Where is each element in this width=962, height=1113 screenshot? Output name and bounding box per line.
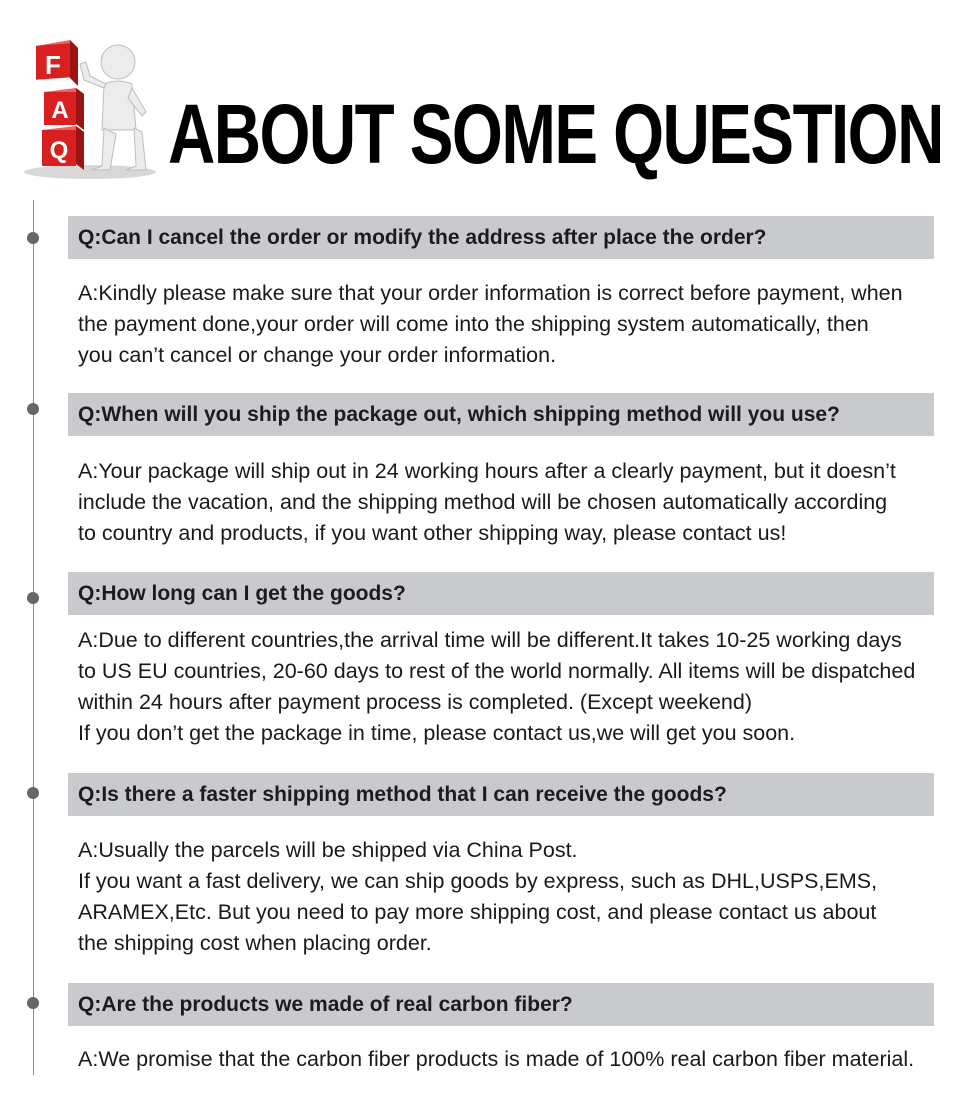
answer-line: the shipping cost when placing order. bbox=[78, 931, 432, 955]
question-bar: Q:Are the products we made of real carbon fiber? bbox=[68, 983, 934, 1026]
page-title: ABOUT SOME QUESTION bbox=[168, 87, 943, 181]
answer-line: If you don’t get the package in time, please contact us,we will get you soon. bbox=[78, 721, 796, 745]
answer-line: you can’t cancel or change your order information. bbox=[78, 343, 557, 367]
question-bar: Q:Can I cancel the order or modify the address after place the order? bbox=[68, 216, 934, 259]
timeline-dot bbox=[27, 787, 39, 799]
page-header bbox=[0, 0, 962, 195]
answer-block bbox=[78, 278, 950, 371]
answer-line: A:We promise that the carbon fiber products is made of 100% real carbon fiber material. bbox=[78, 1047, 915, 1071]
answer-line: include the vacation, and the shipping method will be chosen automatically according bbox=[78, 490, 888, 514]
answer-line: ARAMEX,Etc. But you need to pay more shipping cost, and please contact us about bbox=[78, 900, 877, 924]
faq-logo-icon bbox=[18, 34, 168, 182]
answer-line: A:Your package will ship out in 24 working hours after a clearly payment, but it doesn’t bbox=[78, 459, 896, 483]
question-bar: Q:How long can I get the goods? bbox=[68, 572, 934, 615]
answer-line: the payment done,your order will come into the shipping system automatically, then bbox=[78, 312, 869, 336]
answer-line: If you want a fast delivery, we can ship goods by express, such as DHL,USPS,EMS, bbox=[78, 869, 878, 893]
answer-block bbox=[78, 1044, 950, 1075]
logo-letter-a: A bbox=[51, 97, 69, 124]
timeline-dot bbox=[27, 592, 39, 604]
answer-line: to country and products, if you want other shipping way, please contact us! bbox=[78, 521, 787, 545]
question-bar: Q:Is there a faster shipping method that I can receive the goods? bbox=[68, 773, 934, 816]
timeline-dot bbox=[27, 997, 39, 1009]
answer-line: A:Due to different countries,the arrival time will be different.It takes 10-25 working days bbox=[78, 628, 902, 652]
answer-line: A:Kindly please make sure that your order information is correct before payment, when bbox=[78, 281, 903, 305]
answer-block bbox=[78, 835, 950, 959]
answer-line: A:Usually the parcels will be shipped via China Post. bbox=[78, 838, 578, 862]
answer-line: within 24 hours after payment process is completed. (Except weekend) bbox=[78, 690, 752, 714]
timeline-line bbox=[33, 200, 34, 1075]
answer-line: to US EU countries, 20-60 days to rest of the world normally. All items will be dispatched bbox=[78, 659, 916, 683]
question-bar: Q:When will you ship the package out, which shipping method will you use? bbox=[68, 393, 934, 436]
logo-letter-f: F bbox=[45, 50, 61, 80]
timeline-dot bbox=[27, 232, 39, 244]
answer-block bbox=[78, 456, 950, 549]
timeline-dot bbox=[27, 403, 39, 415]
logo-letter-q: Q bbox=[49, 137, 69, 164]
answer-block bbox=[78, 625, 950, 749]
